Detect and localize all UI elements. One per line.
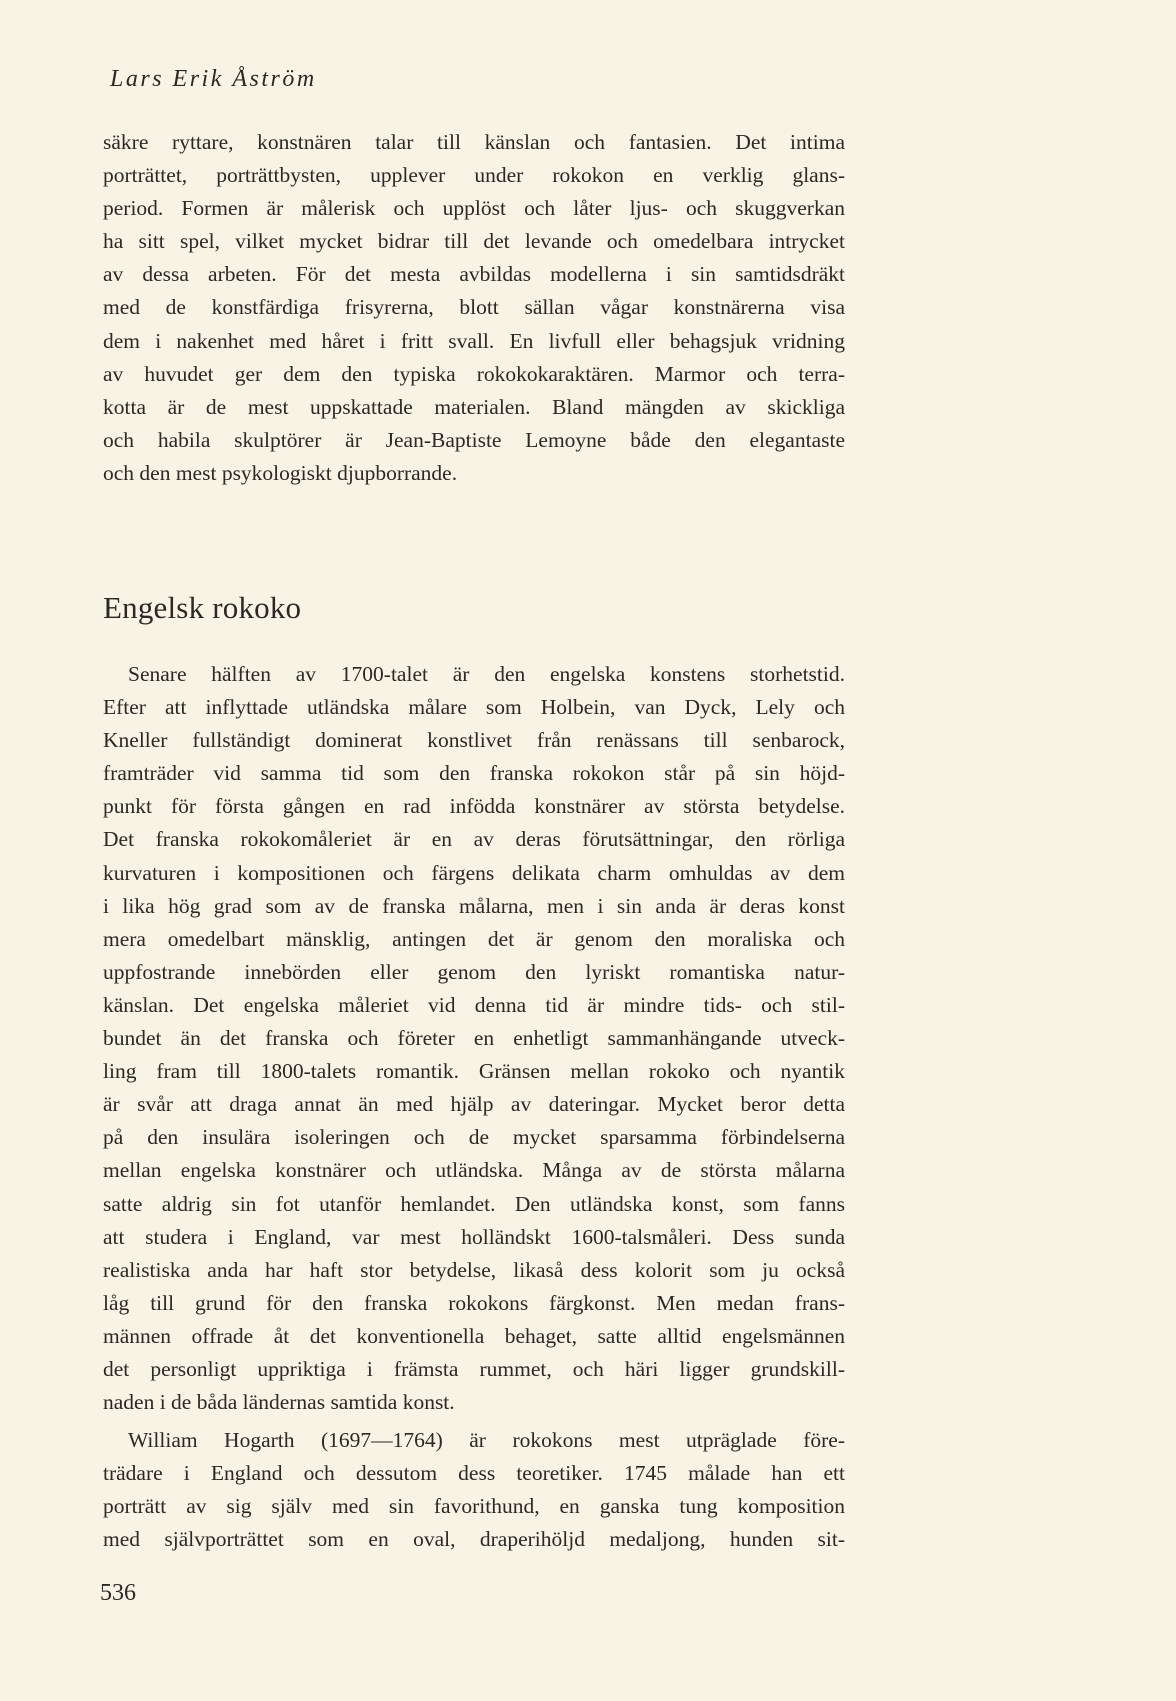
text-line: naden i de båda ländernas samtida konst. [103,1390,455,1415]
text-line: Det franska rokokomåleriet är en av deras förutsättningar, den rörliga [103,827,845,852]
text-line: känslan. Det engelska måleriet vid denna tid är mindre tids- och stil- [103,992,845,1017]
paragraph-hogarth [103,1424,845,1556]
text-line: männen offrade åt det konventionella behaget, satte alltid engelsmännen [103,1323,845,1348]
text-line: ling fram till 1800-talets romantik. Gränsen mellan rokoko och nyantik [103,1059,845,1084]
text-line: säkre ryttare, konstnären talar till känslan och fantasien. Det intima [103,130,845,154]
text-line: dem i nakenhet med håret i fritt svall. En livfull eller behagsjuk vridning [103,328,845,353]
text-line: punkt för första gången en rad infödda konstnärer av största betydelse. [103,794,845,819]
text-line: porträttet, porträttbysten, upplever under rokokon en verklig glans- [103,163,845,188]
text-line: William Hogarth (1697—1764) är rokokons mest utpräglade före- [128,1428,845,1452]
text-line: låg till grund för den franska rokokons färgkonst. Men medan frans- [103,1290,845,1315]
text-line: på den insulära isoleringen och de mycket sparsamma förbindelserna [103,1125,845,1150]
paragraph-english-painting [103,658,845,1419]
section-heading: Engelsk rokoko [103,590,302,625]
text-line: med självporträttet som en oval, draperihöljd medaljong, hunden sit- [103,1527,845,1552]
text-line: realistiska anda har haft stor betydelse, likaså dess kolorit som ju också [103,1257,845,1282]
text-line: mera omedelbart mänsklig, antingen det är genom den moraliska och [103,926,845,951]
text-line: kurvaturen i kompositionen och färgens delikata charm omhuldas av dem [103,860,845,885]
text-line: period. Formen är målerisk och upplöst och låter ljus- och skuggverkan [103,196,845,221]
text-line: satte aldrig sin fot utanför hemlandet. Den utländska konst, som fanns [103,1191,845,1216]
paragraph-sculpture [103,126,845,490]
text-line: med de konstfärdiga frisyrerna, blott sällan vågar konstnärerna visa [103,295,845,320]
text-line: trädare i England och dessutom dess teoretiker. 1745 målade han ett [103,1461,845,1486]
text-line: framträder vid samma tid som den franska rokokon står på sin höjd- [103,761,845,786]
text-line: är svår att draga annat än med hjälp av dateringar. Mycket beror detta [103,1092,845,1117]
text-line: och den mest psykologiskt djupborrande. [103,460,458,485]
text-line: och habila skulptörer är Jean-Baptiste Lemoyne både den elegantaste [103,427,845,452]
text-line: ha sitt spel, vilket mycket bidrar till det levande och omedelbara intrycket [103,229,845,254]
text-line: uppfostrande innebörden eller genom den lyriskt romantiska natur- [103,959,845,984]
text-line: av dessa arbeten. För det mesta avbildas modellerna i sin samtidsdräkt [103,262,845,287]
text-line: Kneller fullständigt dominerat konstlivet från renässans till senbarock, [103,728,845,753]
text-line: kotta är de mest uppskattade materialen. Bland mängden av skickliga [103,394,845,419]
text-line: att studera i England, var mest holländskt 1600-talsmåleri. Dess sunda [103,1224,845,1249]
text-line: av huvudet ger dem den typiska rokokokaraktären. Marmor och terra- [103,361,845,386]
text-line: det personligt uppriktiga i främsta rummet, och häri ligger grundskill- [103,1356,845,1381]
running-head-author: Lars Erik Åström [110,66,317,92]
text-line: Efter att inflyttade utländska målare som Holbein, van Dyck, Lely och [103,695,845,720]
text-line: bundet än det franska och företer en enhetligt sammanhängande utveck- [103,1026,845,1051]
page-number: 536 [100,1580,136,1606]
text-line: Senare hälften av 1700-talet är den engelska konstens storhetstid. [128,662,845,686]
text-line: i lika hög grad som av de franska målarna, men i sin anda är deras konst [103,893,845,918]
text-line: mellan engelska konstnärer och utländska. Många av de största målarna [103,1158,845,1183]
text-line: porträtt av sig själv med sin favorithund, en ganska tung komposition [103,1494,845,1519]
